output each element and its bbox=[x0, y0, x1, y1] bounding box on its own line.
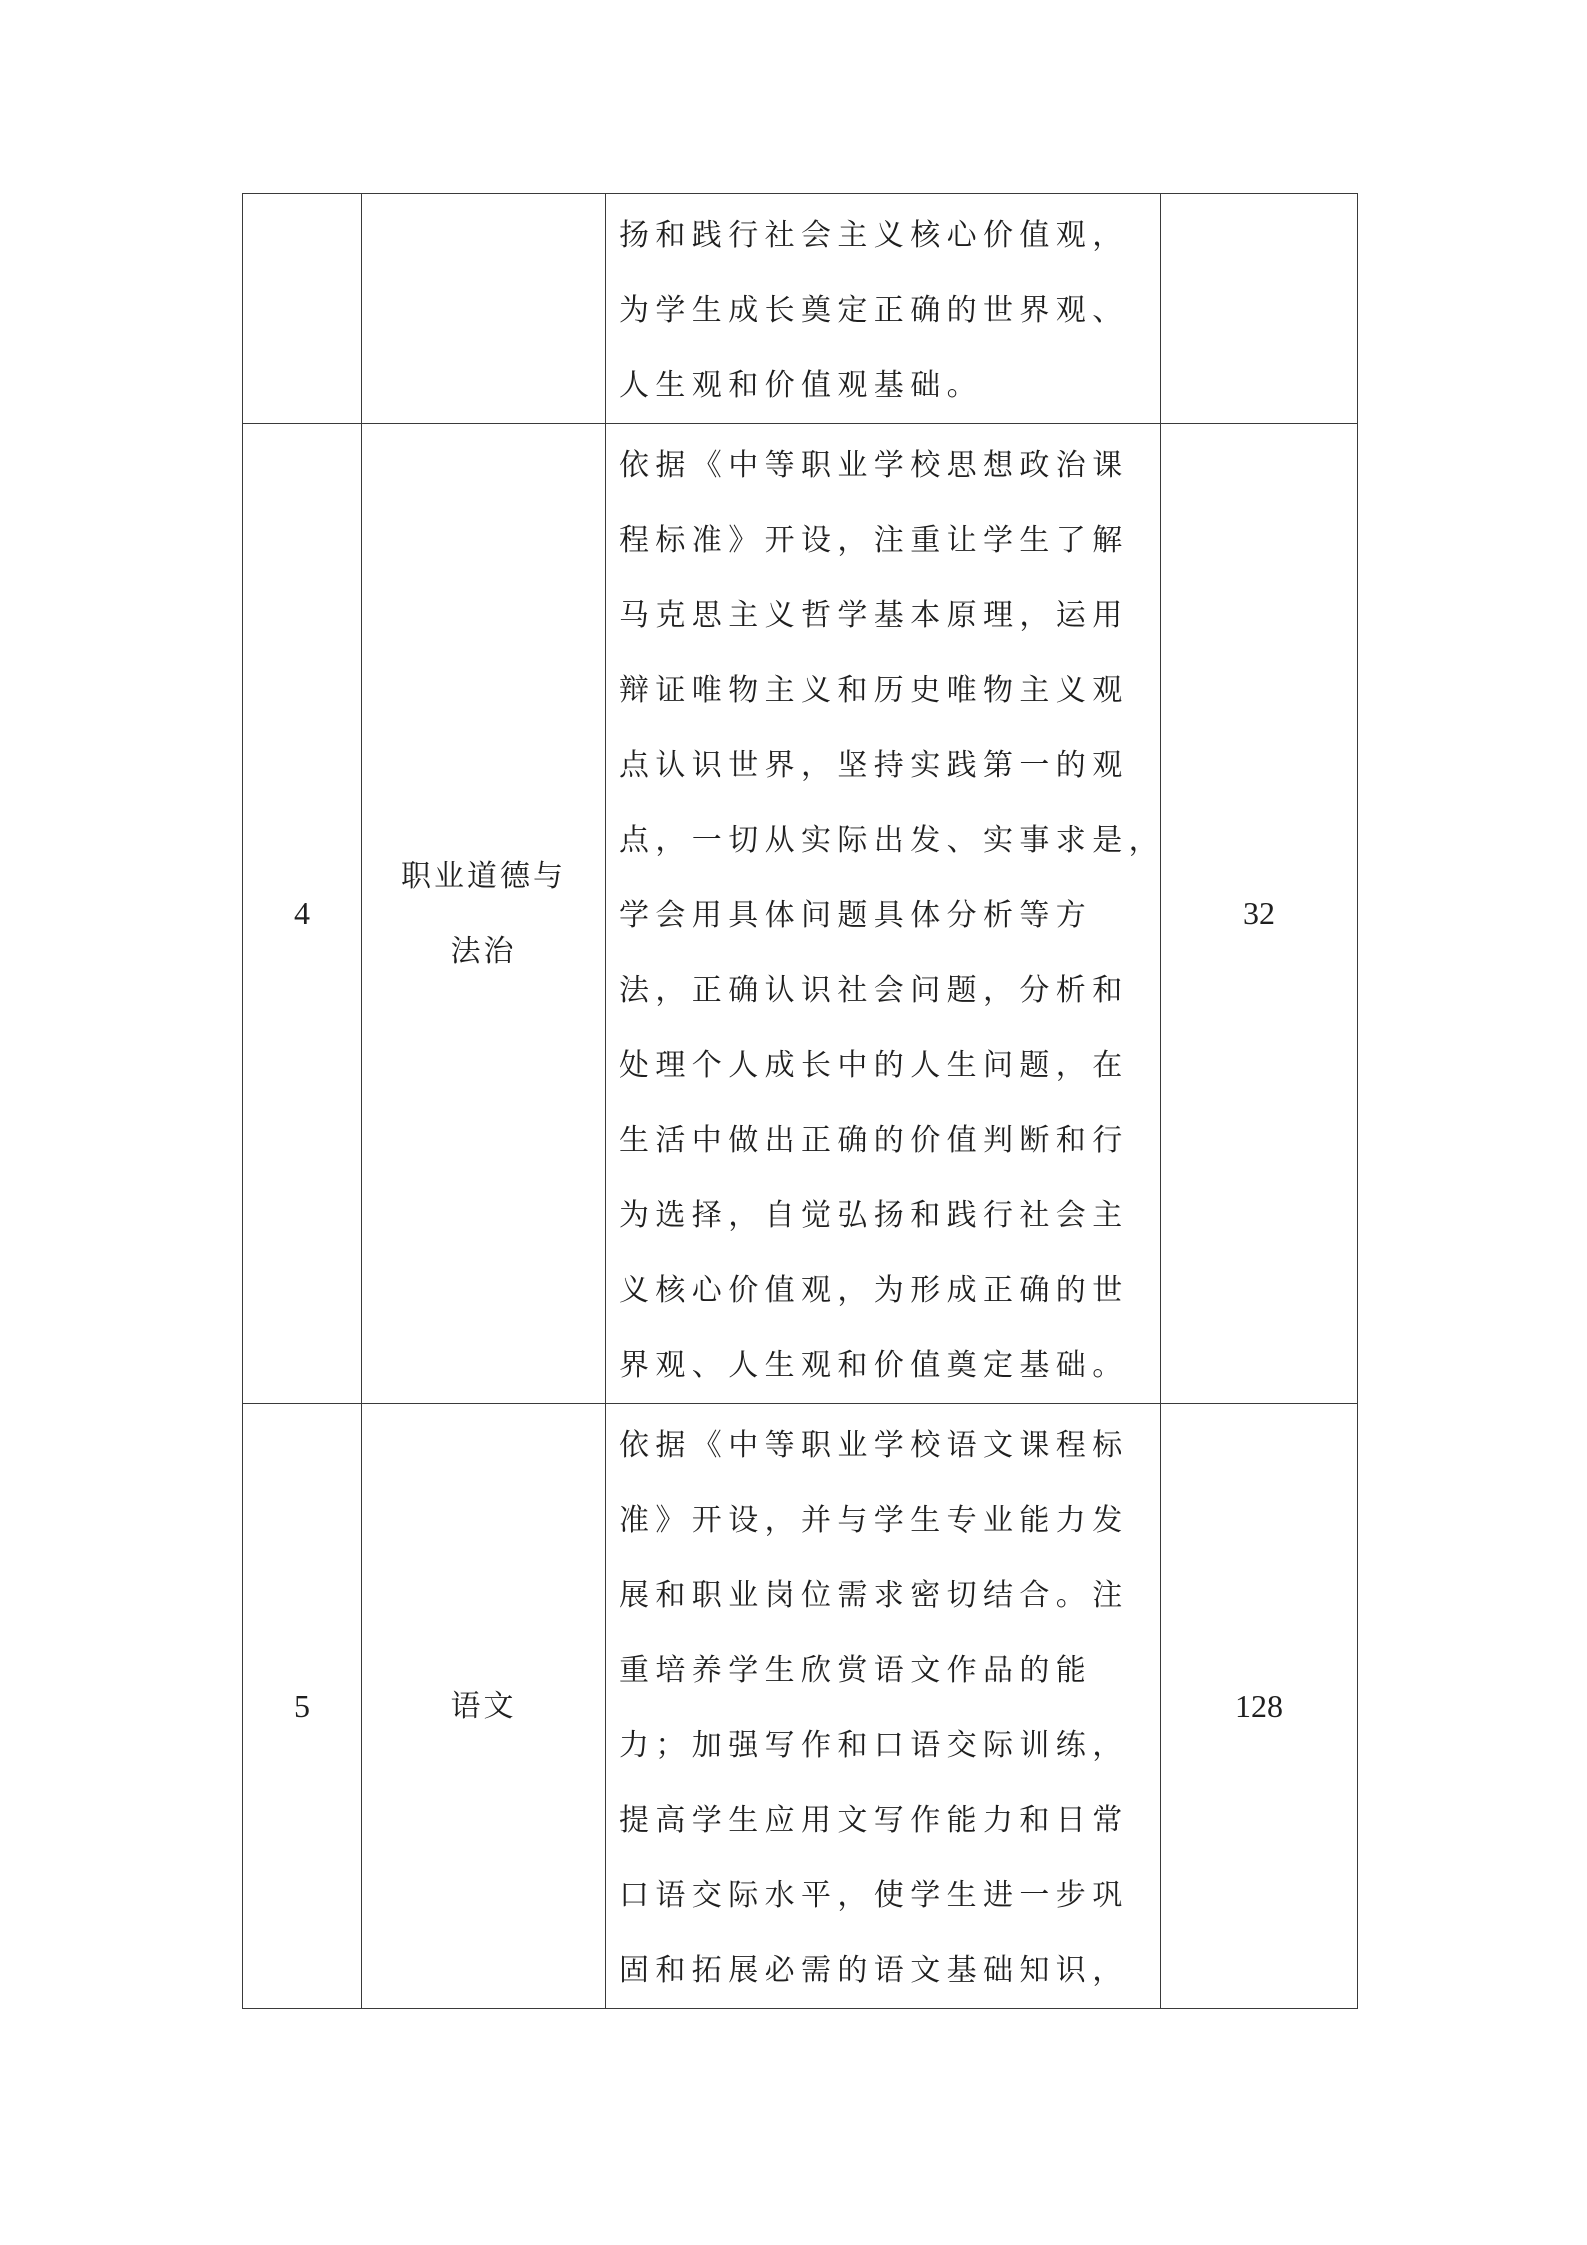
description-line: 重培养学生欣赏语文作品的能 bbox=[619, 1653, 1093, 1688]
course-number-cell bbox=[243, 194, 362, 424]
description-line: 展和职业岗位需求密切结合。注 bbox=[619, 1578, 1129, 1613]
description-line: 点认识世界，坚持实践第一的观 bbox=[619, 748, 1129, 783]
description-line: 依据《中等职业学校语文课程标 bbox=[619, 1428, 1129, 1463]
description-line: 为学生成长奠定正确的世界观、 bbox=[619, 293, 1129, 328]
table-row bbox=[243, 424, 1358, 1404]
table-row bbox=[243, 194, 1358, 424]
description-line: 处理个人成长中的人生问题，在 bbox=[619, 1048, 1129, 1083]
course-hours-cell bbox=[1161, 194, 1358, 424]
description-line: 法，正确认识社会问题，分析和 bbox=[619, 973, 1129, 1008]
course-name-cell bbox=[362, 424, 606, 1404]
table-row bbox=[243, 1404, 1358, 2009]
description-line: 准》开设，并与学生专业能力发 bbox=[619, 1503, 1129, 1538]
course-number-cell: 5 bbox=[243, 1404, 362, 2009]
course-name-line: 职业道德与 bbox=[401, 858, 566, 894]
course-name-cell bbox=[362, 1404, 606, 2009]
description-line: 提高学生应用文写作能力和日常 bbox=[619, 1803, 1129, 1838]
course-description-cell bbox=[606, 194, 1161, 424]
description-line: 人生观和价值观基础。 bbox=[619, 368, 983, 403]
description-line: 界观、人生观和价值奠定基础。 bbox=[619, 1348, 1129, 1383]
description-line: 学会用具体问题具体分析等方 bbox=[619, 898, 1093, 933]
description-line: 辩证唯物主义和历史唯物主义观 bbox=[619, 673, 1129, 708]
course-name-line: 语文 bbox=[450, 1688, 517, 1724]
description-line: 生活中做出正确的价值判断和行 bbox=[619, 1123, 1129, 1158]
course-hours-cell: 32 bbox=[1161, 424, 1358, 1404]
description-line: 固和拓展必需的语文基础知识， bbox=[619, 1953, 1129, 1988]
description-line: 扬和践行社会主义核心价值观， bbox=[619, 218, 1129, 253]
course-number-cell: 4 bbox=[243, 424, 362, 1404]
course-hours-cell: 128 bbox=[1161, 1404, 1358, 2009]
description-line: 马克思主义哲学基本原理，运用 bbox=[619, 598, 1129, 633]
course-name-line: 法治 bbox=[450, 933, 517, 969]
course-description-cell bbox=[606, 424, 1165, 1404]
description-line: 为选择，自觉弘扬和践行社会主 bbox=[619, 1198, 1129, 1233]
course-description-cell bbox=[606, 1404, 1161, 2009]
description-line: 程标准》开设，注重让学生了解 bbox=[619, 523, 1129, 558]
description-line: 依据《中等职业学校思想政治课 bbox=[619, 448, 1129, 483]
description-line: 口语交际水平，使学生进一步巩 bbox=[619, 1878, 1129, 1913]
course-table bbox=[242, 193, 1358, 2009]
description-line: 力；加强写作和口语交际训练， bbox=[619, 1728, 1129, 1763]
description-line: 义核心价值观，为形成正确的世 bbox=[619, 1273, 1129, 1308]
course-name-cell bbox=[362, 194, 606, 424]
description-line: 点，一切从实际出发、实事求是， bbox=[619, 823, 1165, 858]
